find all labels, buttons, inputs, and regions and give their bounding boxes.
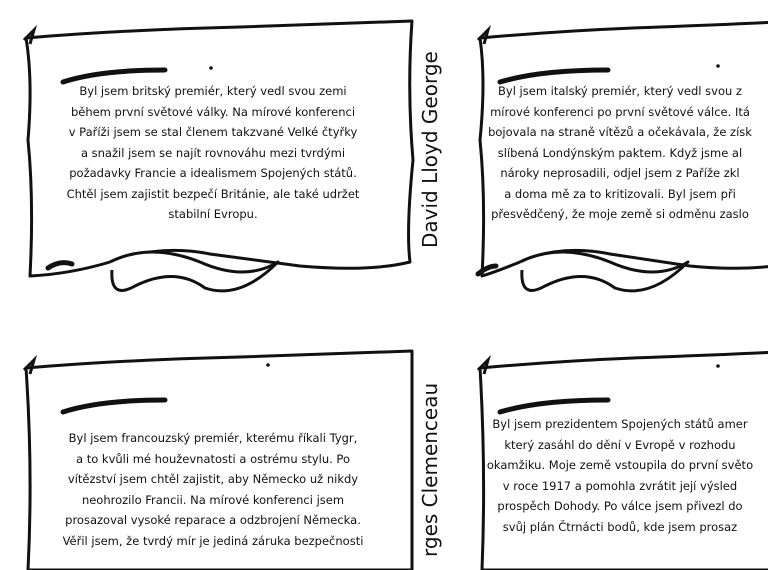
person-name-label: rges Clemenceau	[418, 382, 442, 557]
note-line: prospěch Dohody. Po válce jsem přivezl do	[497, 499, 743, 513]
note-line: vítězství jsem chtěl zajistit, aby Německo už nikdy	[67, 472, 359, 486]
note-text	[472, 414, 768, 557]
note-line: Byl jsem italský premiér, který vedl svou z	[498, 84, 742, 98]
note-text	[45, 428, 381, 557]
note-line: stabilní Evropu.	[168, 207, 258, 221]
note-line: bojovala na straně vítězů a očekávala, že získ	[488, 125, 752, 139]
note-line: mírové konferenci po první světové válce. Itá	[490, 104, 750, 119]
note-line: Byl jsem britský premiér, který vedl svou zemi	[79, 84, 347, 98]
note-line: a snažil jsem se najít rovnováhu mezi tvrdými	[80, 145, 346, 160]
note-line: prosazoval vysoké reparace a odzbrojení Německa.	[65, 513, 361, 527]
note-line: Byl jsem francouzský premiér, kterému říkali Tygr,	[68, 431, 358, 445]
note-line: nároky neprosadili, odjel jsem z Paříže zkl	[500, 166, 740, 180]
note-line: neohrozilo Francii. Na mírové konferenci jsem	[81, 492, 345, 507]
note-line: Byl jsem prezidentem Spojených států amer	[492, 417, 748, 431]
note-line: který zasáhl do dění v Evropě v rozhodu	[504, 437, 736, 452]
note-line: požadavky Francie a idealismem Spojených států.	[69, 166, 357, 180]
note-text	[45, 81, 381, 225]
note-line: okamžiku. Moje země vstoupila do první světo	[486, 458, 754, 472]
note-line: svůj plán Čtrnácti bodů, kde jsem prosaz	[502, 519, 738, 534]
note-line: přesvědčený, že moje země si odměnu zaslo	[491, 207, 749, 221]
note-line: Věřil jsem, že tvrdý mír je jediná záruka bezpečnosti	[62, 533, 364, 548]
note-line: Chtěl jsem zajistit bezpečí Británie, ale také udržet	[66, 186, 360, 201]
note-line: a doma mě za to kritizovali. Byl jsem při	[504, 186, 736, 201]
note-line: slíbená Londýnským paktem. Když jsme al	[497, 145, 743, 160]
person-name-label: David Lloyd George	[418, 51, 442, 248]
note-line: a to kvůli mé houževnatosti a ostrému stylu. Po	[76, 451, 350, 466]
note-line: v roce 1917 a pomohla zvrátit její výsled	[502, 478, 738, 493]
note-line: během první světové války. Na mírové konferenci	[70, 104, 356, 119]
note-text	[472, 81, 768, 225]
note-line: v Paříži jsem se stal členem takzvané Velké čtyřky	[68, 125, 358, 139]
